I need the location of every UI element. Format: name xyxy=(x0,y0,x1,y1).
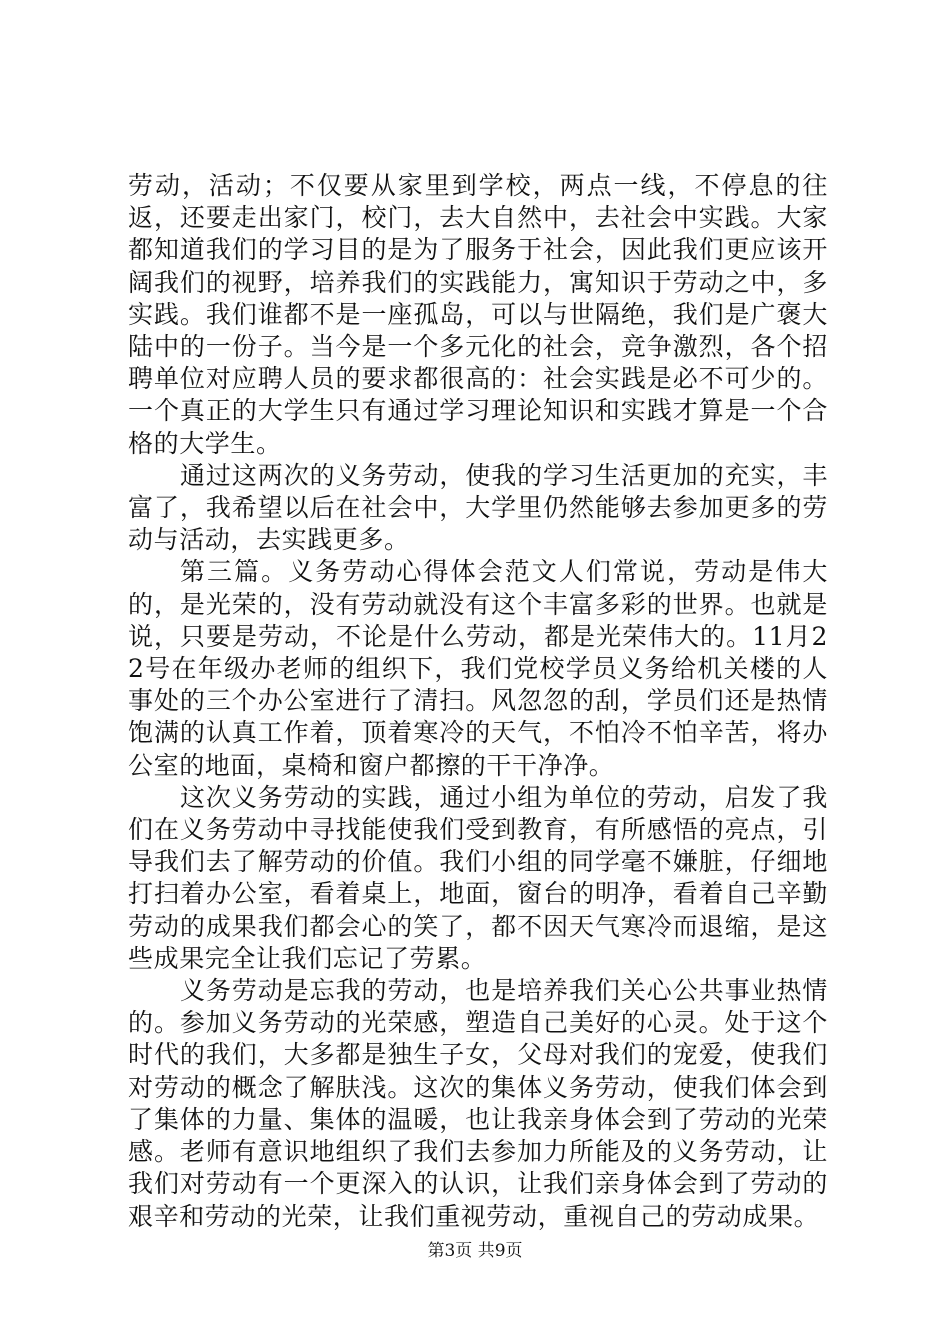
paragraph: 通过这两次的义务劳动，使我的学习生活更加的充实，丰富了，我希望以后在社会中，大学里仍然能够去参加更多的劳动与活动，去实践更多。 xyxy=(128,460,828,555)
paragraph: 义务劳动是忘我的劳动，也是培养我们关心公共事业热情的。参加义务劳动的光荣感，塑造自己美好的心灵。处于这个时代的我们，大多都是独生子女，父母对我们的宠爱，使我们对劳动的概念了解肤浅。这次的集体义务劳动，使我们体会到了集体的力量、集体的温暖，也让我亲身体会到了劳动的光荣感。老师有意识地组织了我们去参加力所能及的义务劳动，让我们对劳动有一个更深入的认识，让我们亲身体会到了劳动的艰辛和劳动的光荣，让我们重视劳动，重视自己的劳动成果。 xyxy=(128,976,828,1231)
paragraph: 这次义务劳动的实践，通过小组为单位的劳动，启发了我们在义务劳动中寻找能使我们受到教育，有所感悟的亮点，引导我们去了解劳动的价值。我们小组的同学毫不嫌脏，仔细地打扫着办公室，看着桌上，地面，窗台的明净，看着自己辛勤劳动的成果我们都会心的笑了，都不因天气寒冷而退缩，是这些成果完全让我们忘记了劳累。 xyxy=(128,782,828,973)
document-body xyxy=(128,170,828,1233)
paragraph: 第三篇。义务劳动心得体会范文人们常说，劳动是伟大的，是光荣的，没有劳动就没有这个丰富多彩的世界。也就是说，只要是劳动，不论是什么劳动，都是光荣伟大的。11月22号在年级办老师的组织下，我们党校学员义务给机关楼的人事处的三个办公室进行了清扫。风忽忽的刮，学员们还是热情饱满的认真工作着，顶着寒冷的天气，不怕冷不怕辛苦，将办公室的地面，桌椅和窗户都擦的干干净净。 xyxy=(128,557,828,780)
paragraph-continuation: 劳动，活动；不仅要从家里到学校，两点一线，不停息的往返，还要走出家门，校门，去大自然中，去社会中实践。大家都知道我们的学习目的是为了服务于社会，因此我们更应该开阔我们的视野，培养我们的实践能力，寓知识于劳动之中，多实践。我们谁都不是一座孤岛，可以与世隔绝，我们是广褒大陆中的一份子。当今是一个多元化的社会，竞争激烈，各个招聘单位对应聘人员的要求都很高的：社会实践是必不可少的。一个真正的大学生只有通过学习理论知识和实践才算是一个合格的大学生。 xyxy=(128,171,828,458)
page-number-footer: 第3页 共9页 xyxy=(427,1241,523,1261)
